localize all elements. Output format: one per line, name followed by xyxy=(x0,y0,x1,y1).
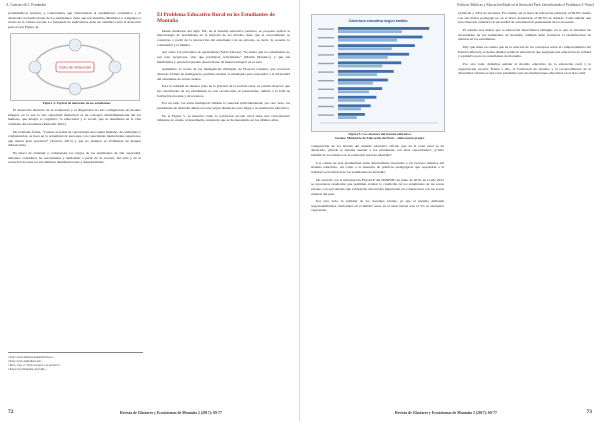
paragraph: De la misma forma, “Cuando se habla de capacidades del capital humano, de cualidades y competencias, se hace en la actualidad de personas con capacidades intelectuales superiores, que tienen gran potencial” (Tourón, 2015) y que no siempre se visibilizan de manera diferenciada. xyxy=(8,129,141,148)
chart-bar xyxy=(338,104,371,107)
category-label-placeholder xyxy=(318,106,334,107)
category-label-placeholder xyxy=(318,71,334,72)
paragraph: Desde mediados del siglo XX, en el sistema educativo peruano, se propone aplicar la metodología de aprendizaje en la mayoría de los niveles, dado que el conocimiento se construye a partir de la interacción del estudiante con su entorno, es decir, la escuela, la comunidad y la familia. xyxy=(157,28,290,47)
figure-5-caption: Figura 5: Los alcances del sistema educativo. xyxy=(348,132,412,136)
cycle-node xyxy=(109,61,121,73)
chart-bar xyxy=(338,90,369,93)
paragraph: De acuerdo con la información ESCALE del MINEDU de junio de 2016, en el año 2015 se reportaron resultados que permiten evaluar la condición de los estudiantes de las zonas rurales, con porcentajes que evidencian una brecha importante en comparación con las zonas urbanas del país. xyxy=(311,177,444,196)
footnote: ² http://www.slideshare.net/... xyxy=(8,359,44,363)
chart-bar xyxy=(338,82,373,85)
paragraph: Asimismo, la teoría de las inteligencias múltiples de Howard Gardner, que reconoce diversas formas de inteligencia, permite orientar la enseñanza para responder a la diversidad del estudiante de zonas rurales. xyxy=(157,67,290,81)
chart-title: Cobertura educativa según ámbito xyxy=(348,19,408,23)
chart-bar xyxy=(338,30,402,33)
figure-4-caption: Figura 4: Espiral de detección de los estudiantes. xyxy=(42,100,112,105)
paragraph: Por un lado, las aulas multigrado limitan la atención individualizada; por otro lado, los estudiantes de montaña deben recorrer largas distancias para llegar a su institución educativa. xyxy=(157,101,290,110)
paragraph: El desarrollo histórico de la evaluación y el diagnóstico ha ido configurando un modelo integral, en la que la alta capacidad intelectual es un concepto multidimensional del ser humano, que integra lo cognitivo, lo emocional y lo social, que se manifiesta en la vida cotidiana del estudiante (Renzulli, 2012). xyxy=(8,107,141,126)
page-corner-left[interactable] xyxy=(0,407,14,421)
category-label-placeholder xyxy=(318,89,334,90)
footnote: ³ Ibid., Cap. 2. “Del concepto a la práctica”. xyxy=(8,363,61,367)
paragraph: Para la realidad de nuestro país, en la práctica de la escuela rural, es común observar que las capacidades de los estudiantes no son reconocidas ni potenciadas, debido a la falta de formación docente y de recursos. xyxy=(157,84,290,98)
figure-4-diagram xyxy=(10,33,140,101)
paragraph: Hay que tener en cuenta que en la relación de los conceptos sobre el comportamiento del Estado (Oficial), se deben diseñar políticas educativas que aseguren una educación de calidad y equitativa para los estudiantes de montaña. xyxy=(458,44,591,59)
figure-5-chart xyxy=(311,14,445,132)
right-column-1 xyxy=(311,11,444,216)
chart-bar xyxy=(338,116,357,119)
chart-bar xyxy=(338,113,365,116)
paragraph: En busca de entender y comprender los rasgos de los estudiantes de alta capacidad, debemos considerar las necesidades y demandas a partir de la escuela, del aula y de la actuación docente en sus distintas manifestaciones y singularidades. xyxy=(8,151,141,165)
paragraph: comparación de los niveles del sistema educativo oficial, que en la zona rural se ha destacado, ¿Puede el sistema atender a los estudiantes con altas capacidades?, ¿Cómo identificar los talentos en la población rural de montaña? xyxy=(311,143,444,157)
chart-bar xyxy=(338,47,392,50)
page-corner-right[interactable] xyxy=(586,407,600,421)
running-head-right: Políticas Públicas y Educación Rural en la Sierra del Perú: Identificando el Problema (1ª Parte) xyxy=(457,3,594,7)
cycle-node xyxy=(69,39,81,51)
paragraph: En la Figura 5, se muestra cómo la población escolar rural tiene una característica diferente en cuanto al desempeño, tendencia que se ha mantenido en los últimos años. xyxy=(157,113,290,123)
paragraph: en Inicial y 4.8% de docentes. En cambio, en el nivel de educación primaria, el 96.8% cuenta con sus títulos pedagógicos, en el nivel secundaria, el 88.3% es titulado. Cabe señalar que esta situación evidencia la necesidad de actualización permanente de los docentes. xyxy=(458,11,591,25)
chart-bar xyxy=(338,65,382,68)
footnote: ⁴ https://es.wikipedia.org/wiki/... xyxy=(8,367,48,371)
page-number: 73 xyxy=(586,409,592,415)
coverage-bar-chart xyxy=(312,15,444,131)
paragraph: El estudio nos indica que la educación intercultural bilingüe, en la que se atienden las necesidades de los estudiantes de montaña, también debe fortalecer la identificación de talentos en los estudiantes. xyxy=(458,27,591,42)
paragraph: Así como los principios de aprendizaje (Sobre Dewey) “Se sienta que los estudiantes no son solo receptores, sino que participan activamente” (Martín Montero), y que sus habilidades y potencial pueden desarrollarse de manera integral en el aula. xyxy=(157,50,290,64)
chart-bar xyxy=(338,39,397,42)
cycle-node xyxy=(69,83,81,95)
paragraph: problemáticos internos y contextuales que obstaculizan el rendimiento académico y el desarrollo socioemocional de los estudiantes, dado que son sistemas dinámicos y complejos a través de la cultura escolar. La búsqueda de indicadores debe ser sistémica para la detección precoz (ver Figura 4). xyxy=(8,11,141,29)
chart-bar xyxy=(338,73,377,76)
chart-bar xyxy=(338,44,415,47)
left-column-1 xyxy=(8,11,141,168)
chart-bar xyxy=(338,79,388,82)
chart-bar xyxy=(338,27,429,30)
category-label-placeholder xyxy=(318,46,334,47)
category-label-placeholder xyxy=(318,63,334,64)
cycle-center-label: Ciclo de detección xyxy=(58,64,92,70)
detection-cycle-diagram xyxy=(11,34,139,100)
chart-bar xyxy=(338,96,376,99)
category-label-placeholder xyxy=(318,37,334,38)
category-label-placeholder xyxy=(318,97,334,98)
right-page xyxy=(300,0,600,421)
paragraph: Por otro lado, debemos señalar el modelo educativo de la educación rural y la organización escolar. Frente a ello, la formación de talentos y el reconocimiento de la diversidad cultural es una tarea pendiente para las instituciones educativas en el área rural. xyxy=(458,61,591,76)
chart-bar xyxy=(338,108,361,111)
footnote: ¹ http://www.fundacionjuanmarch.es/... xyxy=(8,355,55,359)
cycle-node xyxy=(29,61,41,73)
left-column-2 xyxy=(157,11,290,126)
right-column-2 xyxy=(458,11,591,79)
chart-bar xyxy=(338,53,409,56)
category-label-placeholder xyxy=(318,80,334,81)
chart-bar xyxy=(338,99,365,102)
section-heading: El Problema Educativo Rural en los Estudiantes de Montaña xyxy=(157,12,275,25)
chart-bar xyxy=(338,56,388,59)
category-label-placeholder xyxy=(318,28,334,29)
paragraph: Por otro lado, la realidad de los docentes rurales, ya que el sistema demanda responsabilidades adicionales en el ámbito rural, en el nivel inicial solo el 5% se encuentra capacitado. xyxy=(311,199,444,213)
chart-bar xyxy=(338,87,382,90)
category-label-placeholder xyxy=(318,114,334,115)
chart-bar xyxy=(338,70,394,73)
running-head-left: A. Guerrero & J. Fernández xyxy=(6,3,47,7)
category-label-placeholder xyxy=(318,54,334,55)
journal-footer: Revista de Glaciares y Ecosistemas de Montaña 2 (2017): 69-77 xyxy=(395,411,497,415)
chart-bar xyxy=(338,36,422,39)
figure-5-source: Fuente: Ministerio de Educación del Perú – elaboración propia. xyxy=(335,136,425,141)
journal-footer: Revista de Glaciares y Ecosistemas de Montaña 2 (2017): 69-77 xyxy=(120,411,222,415)
page-number: 72 xyxy=(8,409,14,415)
paragraph: Las causas de esta anomalidad están directamente asociadas a los factores internos del sistema educativo, así como a la ausencia de políticas pedagógicas que respondan a la realidad sociocultural de los estudiantes de montaña. xyxy=(311,160,444,174)
footnotes xyxy=(8,352,143,371)
chart-bar xyxy=(338,61,401,64)
